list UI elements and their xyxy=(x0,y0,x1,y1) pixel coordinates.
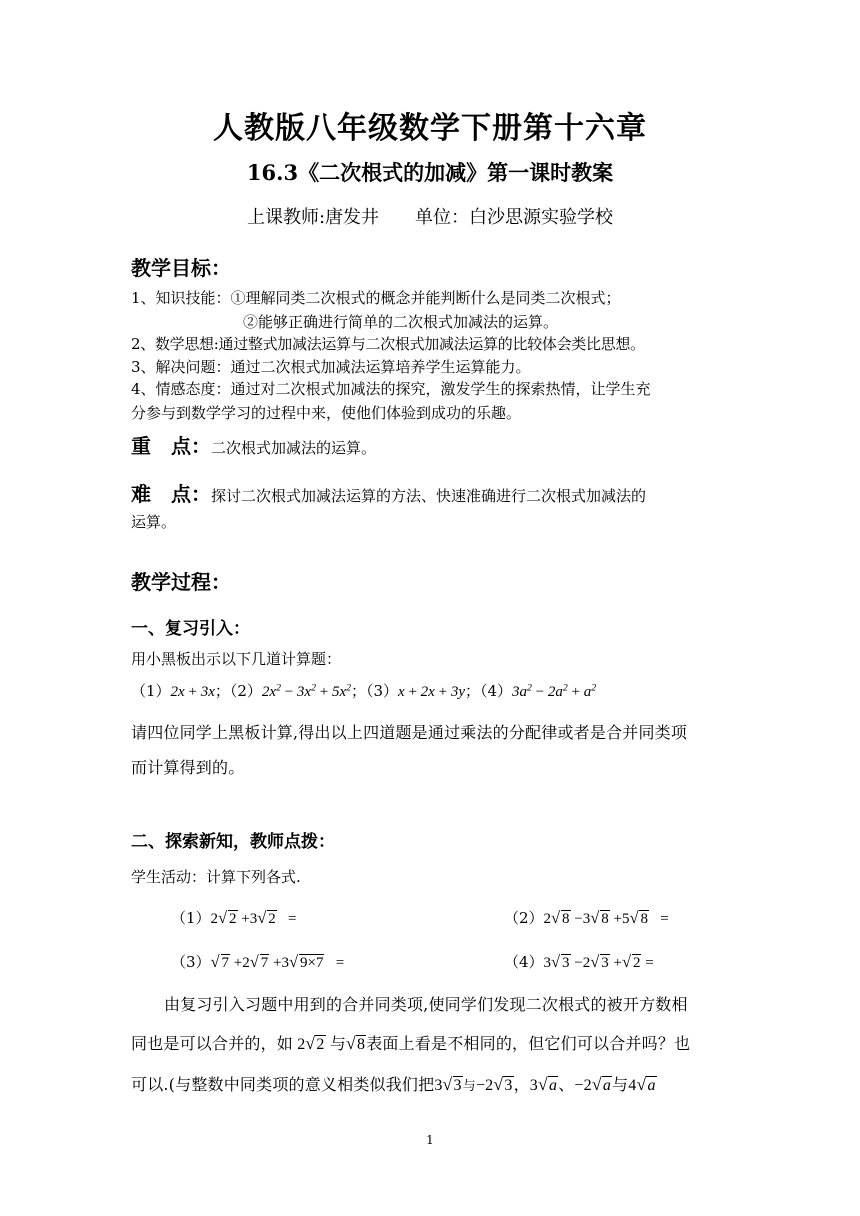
problem-label: ；（4） xyxy=(464,682,513,700)
student-activity: 学生活动：计算下列各式. xyxy=(131,868,301,886)
paragraph-text: 与 xyxy=(462,1079,476,1094)
problem-label: ；（2） xyxy=(214,682,262,700)
math-expression: 4√ a xyxy=(628,1077,656,1094)
objectives-heading: 教学目标： xyxy=(131,256,231,280)
math-expression: √ 8 xyxy=(346,1036,366,1053)
math-expression: x + 2x + 3y xyxy=(398,684,465,700)
difficult-point-label: 难 点： xyxy=(131,482,211,506)
key-point xyxy=(131,430,376,459)
explore-paragraph xyxy=(131,1072,657,1095)
explore-paragraph: 由复习引入习题中用到的合并同类项,使同学们发现二次根式的被开方数相 xyxy=(164,995,688,1014)
objective-line: 4、情感态度：通过对二次根式加减法的探究，激发学生的探索热情，让学生充 xyxy=(131,380,651,398)
math-expression: $3a^2 - 2a^2 + a^2$ xyxy=(512,682,597,700)
difficult-point xyxy=(131,478,646,507)
math-expression: 2√ 2 +3√ 2 = xyxy=(211,911,297,927)
exercise-4 xyxy=(504,951,654,972)
paragraph-text: 表面上看是不相同的，但它们可以合并吗？也 xyxy=(366,1034,691,1053)
section-heading-review: 一、复习引入： xyxy=(131,619,250,639)
review-paragraph: 而计算得到的。 xyxy=(131,758,245,777)
exercise-1 xyxy=(171,907,296,928)
review-intro: 用小黑板出示以下几道计算题： xyxy=(131,650,342,668)
math-expression: −2√ 3 xyxy=(476,1077,514,1094)
lesson-subtitle: 16.3《二次根式的加减》第一课时教案 xyxy=(246,160,614,185)
paragraph-text: 与 xyxy=(612,1075,629,1094)
key-point-text: 二次根式加减法的运算。 xyxy=(211,439,377,457)
math-expression: 2√ 8 −3√ 8 +5√ 8 = xyxy=(544,911,669,927)
objective-line: ②能够正确进行简单的二次根式加减法的运算。 xyxy=(243,313,559,331)
difficult-point-text: 探讨二次根式加减法运算的方法、快速准确进行二次根式加减法的 xyxy=(211,487,647,505)
exercise-label: （4） xyxy=(504,953,544,971)
exercise-label: （2） xyxy=(504,909,544,927)
exercise-label: （3） xyxy=(171,953,211,971)
process-heading: 教学过程： xyxy=(131,570,231,594)
section-heading-explore: 二、探索新知，教师点拨： xyxy=(131,832,335,852)
key-point-label: 重 点： xyxy=(131,434,211,458)
document-title: 人教版八年级数学下册第十六章 xyxy=(213,111,647,146)
math-expression: −2√ a xyxy=(574,1077,612,1094)
paragraph-text: 可以.(与整数中同类项的意义相类似我们把 xyxy=(131,1075,435,1094)
objective-line: 分参与到数学学习的过程中来，使他们体验到成功的乐趣。 xyxy=(131,404,522,422)
math-expression: √ 7 +2√ 7 +3√ 9×7 = xyxy=(211,955,345,971)
math-expression: $2x^2 - 3x^2 + 5x^2$ xyxy=(261,682,351,700)
paragraph-text: 同也是可以合并的，如 xyxy=(131,1034,294,1053)
objective-line: 3、解决问题：通过二次根式加减法运算培养学生运算能力。 xyxy=(131,358,531,376)
exercise-3 xyxy=(171,951,344,972)
explore-paragraph xyxy=(131,1031,690,1054)
author-line: 上课教师:唐发井 单位：白沙思源实验学校 xyxy=(246,207,614,228)
math-expression: 2x + 3x xyxy=(170,684,215,700)
exercise-label: （1） xyxy=(171,909,211,927)
paragraph-text: 、 xyxy=(558,1075,575,1094)
objective-line: 1、知识技能：①理解同类二次根式的概念并能判断什么是同类二次根式； xyxy=(131,289,621,307)
exercise-2 xyxy=(504,907,669,928)
math-expression: 3√ 3 xyxy=(434,1077,462,1094)
math-expression: 3√ a xyxy=(530,1077,558,1094)
review-problems xyxy=(131,680,596,701)
paragraph-text: 与 xyxy=(329,1034,347,1053)
paragraph-text: ， xyxy=(513,1075,530,1094)
problem-label: （1） xyxy=(131,682,171,700)
problem-label: ；（3） xyxy=(350,682,399,700)
math-expression: 2√ 2 xyxy=(293,1036,330,1053)
math-expression: 3√ 3 −2√ 3 +√ 2 = xyxy=(544,955,654,971)
objective-line: 2、数学思想:通过整式加减法运算与二次根式加减法运算的比较体会类比思想。 xyxy=(131,335,645,353)
page-number: 1 xyxy=(426,1133,434,1147)
review-paragraph: 请四位同学上黑板计算,得出以上四道题是通过乘法的分配律或者是合并同类项 xyxy=(131,723,688,742)
difficult-point-text-cont: 运算。 xyxy=(131,513,177,531)
